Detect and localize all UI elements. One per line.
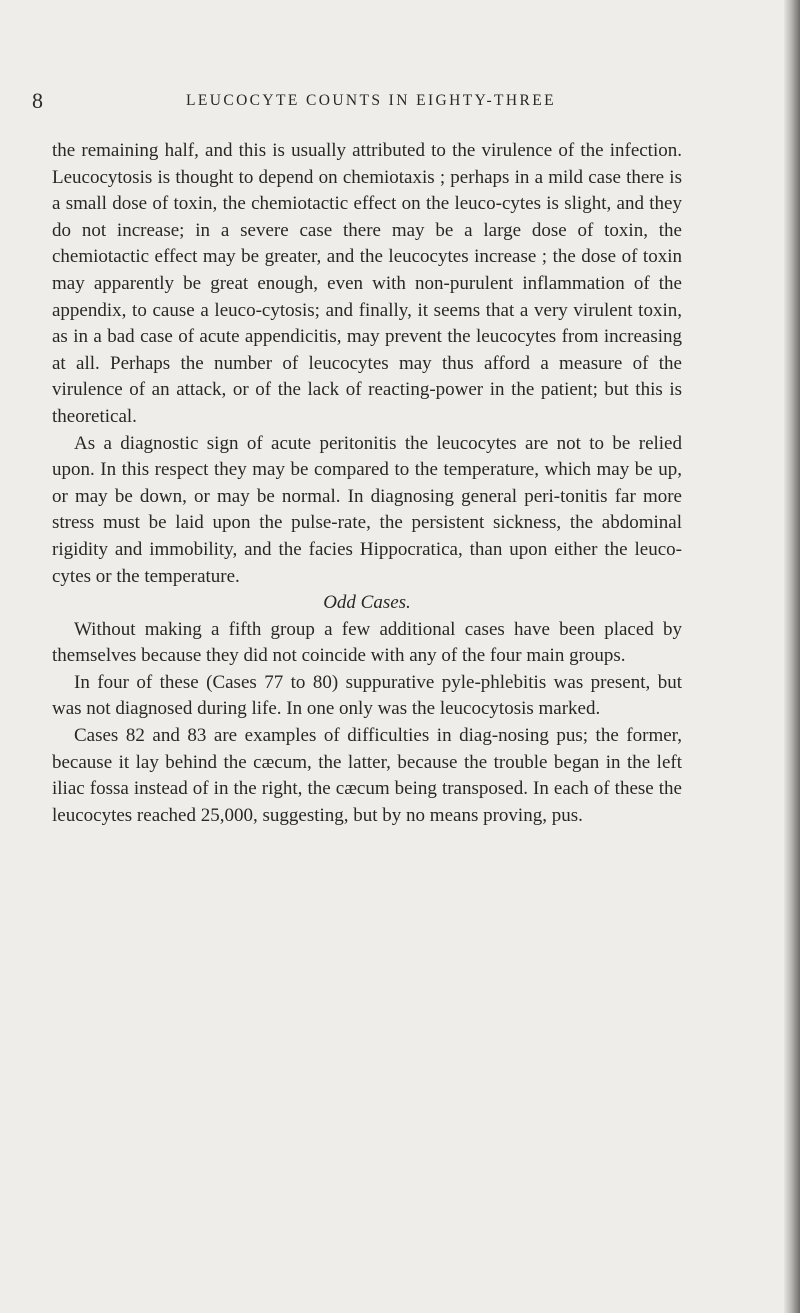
paragraph: In four of these (Cases 77 to 80) suppurative pyle-phlebitis was present, but was not diagnosed during life. In one only was the leucocytosis marked. xyxy=(52,671,682,720)
page-number: 8 xyxy=(32,88,44,113)
paragraph: As a diagnostic sign of acute peritonitis the leucocytes are not to be relied upon. In this respect they may be compared to the temperature, which may be up, or may be down, or may be normal. In diagnosing general peri-tonitis far more stress must be laid upon the pulse-rate, the persistent sickness, the abdominal rigidity and immobility, and the facies Hippocratica, than upon either the leuco-cytes or the temperature. xyxy=(52,432,682,587)
page-edge-shadow xyxy=(784,0,800,1313)
paragraph: Without making a fifth group a few additional cases have been placed by themselves because they did not coincide with any of the four main groups. xyxy=(52,618,682,667)
paragraph: the remaining half, and this is usually attributed to the virulence of the infection. Leucocytosis is thought to depend on chemiotaxis ; perhaps in a mild case there is a small dose of toxin, the chemiotactic effect on the leuco-cytes is slight, and they do not increase; in a severe case there may be a large dose of toxin, the chemiotactic effect may be greater, and the leucocytes increase ; the dose of toxin may apparently be great enough, even with non-purulent inflammation of the appendix, to cause a leuco-cytosis; and finally, it seems that a very virulent toxin, as in a bad case of acute appendicitis, may prevent the leucocytes from increasing at all. Perhaps the number of leucocytes may thus afford a measure of the virulence of an attack, or of the lack of reacting-power in the patient; but this is theoretical. xyxy=(52,140,682,427)
body-text xyxy=(52,138,682,829)
paragraph: Cases 82 and 83 are examples of difficulties in diag-nosing pus; the former, because it lay behind the cæcum, the latter, because the trouble began in the left iliac fossa instead of in the right, the cæcum being transposed. In each of these the leucocytes reached 25,000, suggesting, but by no means proving, pus. xyxy=(52,725,682,826)
section-heading: Odd Cases. xyxy=(323,592,411,614)
running-head: LEUCOCYTE COUNTS IN EIGHTY-THREE xyxy=(186,92,556,109)
page-header xyxy=(32,88,692,114)
